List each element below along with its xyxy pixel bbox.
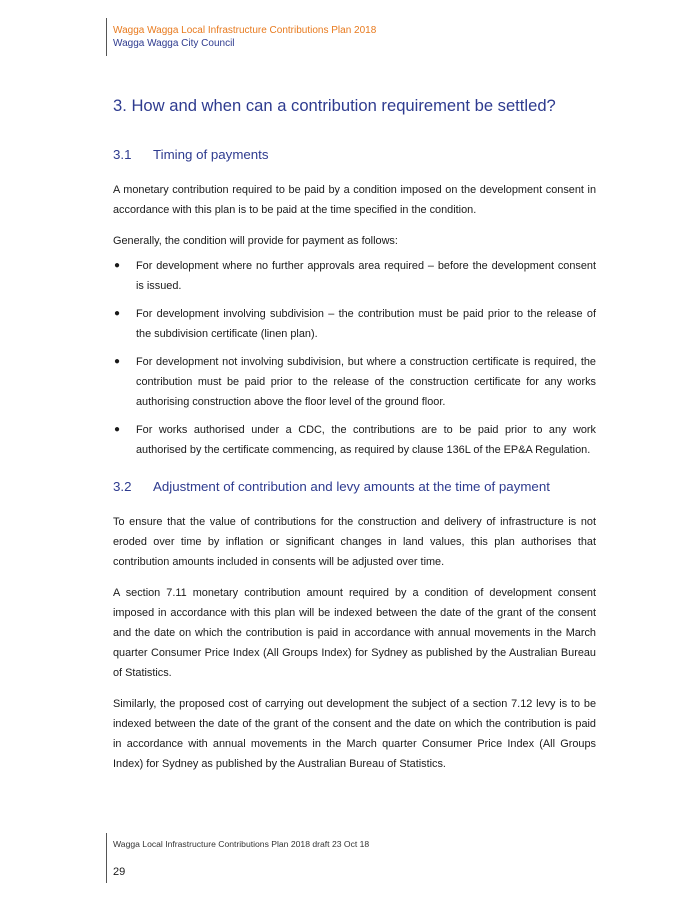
section-3-2-heading (113, 478, 596, 496)
list-item: ● For works authorised under a CDC, the contributions are to be paid prior to any work authorised by the certificate commencing, as required by clause 136L of the EP&A Regulation. (113, 420, 596, 460)
section-3-1-title: Timing of payments (153, 147, 269, 162)
section-3-2-paragraph-1: To ensure that the value of contributions for the construction and delivery of infrastructure is not eroded over time by inflation or significant changes in land values, this plan authorises that contribution amounts included in consents will be adjusted over time. (113, 516, 596, 568)
footer-divider (106, 833, 107, 883)
page-content (113, 95, 596, 774)
bullet-icon: ● (114, 308, 121, 319)
list-item: ● For development involving subdivision – the contribution must be paid prior to the release of the subdivision certificate (linen plan). (113, 304, 596, 344)
bullet-icon: ● (114, 424, 121, 435)
list-item: ● For development not involving subdivision, but where a construction certificate is required, the contribution must be paid prior to the release of the construction certificate for any works authorising construction above the floor level of the ground floor. (113, 352, 596, 412)
section-3-2-paragraph-3: Similarly, the proposed cost of carrying out development the subject of a section 7.12 levy is to be indexed between the date of the grant of the consent and the date on which the contribution is paid in accordance with annual movements in the March quarter Consumer Price Index (All Groups Index) for Sydney as published by the Australian Bureau of Statistics. (113, 698, 596, 770)
page-header (113, 25, 376, 50)
header-council-name: Wagga Wagga City Council (113, 37, 235, 49)
footer-document-title: Wagga Local Infrastructure Contributions Plan 2018 draft 23 Oct 18 (113, 839, 370, 849)
section-3-2-paragraph-2: A section 7.11 monetary contribution amount required by a condition of development consent imposed in accordance with this plan will be indexed between the date of the grant of the consent and the date on which the contribution is paid in accordance with annual movements in the March quarter Consumer Price Index (All Groups Index) for Sydney as published by the Australian Bureau of Statistics. (113, 587, 596, 679)
section-3-2-title: Adjustment of contribution and levy amounts at the time of payment (153, 479, 550, 494)
bullet-icon: ● (114, 260, 121, 271)
page-number: 29 (113, 866, 126, 878)
bullet-icon: ● (114, 356, 121, 367)
header-divider (106, 18, 107, 56)
section-3-1-paragraph-1: A monetary contribution required to be paid by a condition imposed on the development consent in accordance with this plan is to be paid at the time specified in the condition. (113, 184, 596, 216)
section-3-1-number: 3.1 (113, 147, 132, 162)
header-plan-title: Wagga Wagga Local Infrastructure Contributions Plan 2018 (113, 25, 377, 36)
list-item: ● For development where no further approvals area required – before the development consent is issued. (113, 256, 596, 296)
section-3-2-number: 3.2 (113, 479, 132, 494)
section-3-1-heading (113, 146, 596, 164)
section-3-1-paragraph-2: Generally, the condition will provide for payment as follows: (113, 235, 398, 247)
payment-timing-list (113, 256, 596, 460)
section-3-heading: 3. How and when can a contribution requirement be settled? (113, 96, 556, 115)
